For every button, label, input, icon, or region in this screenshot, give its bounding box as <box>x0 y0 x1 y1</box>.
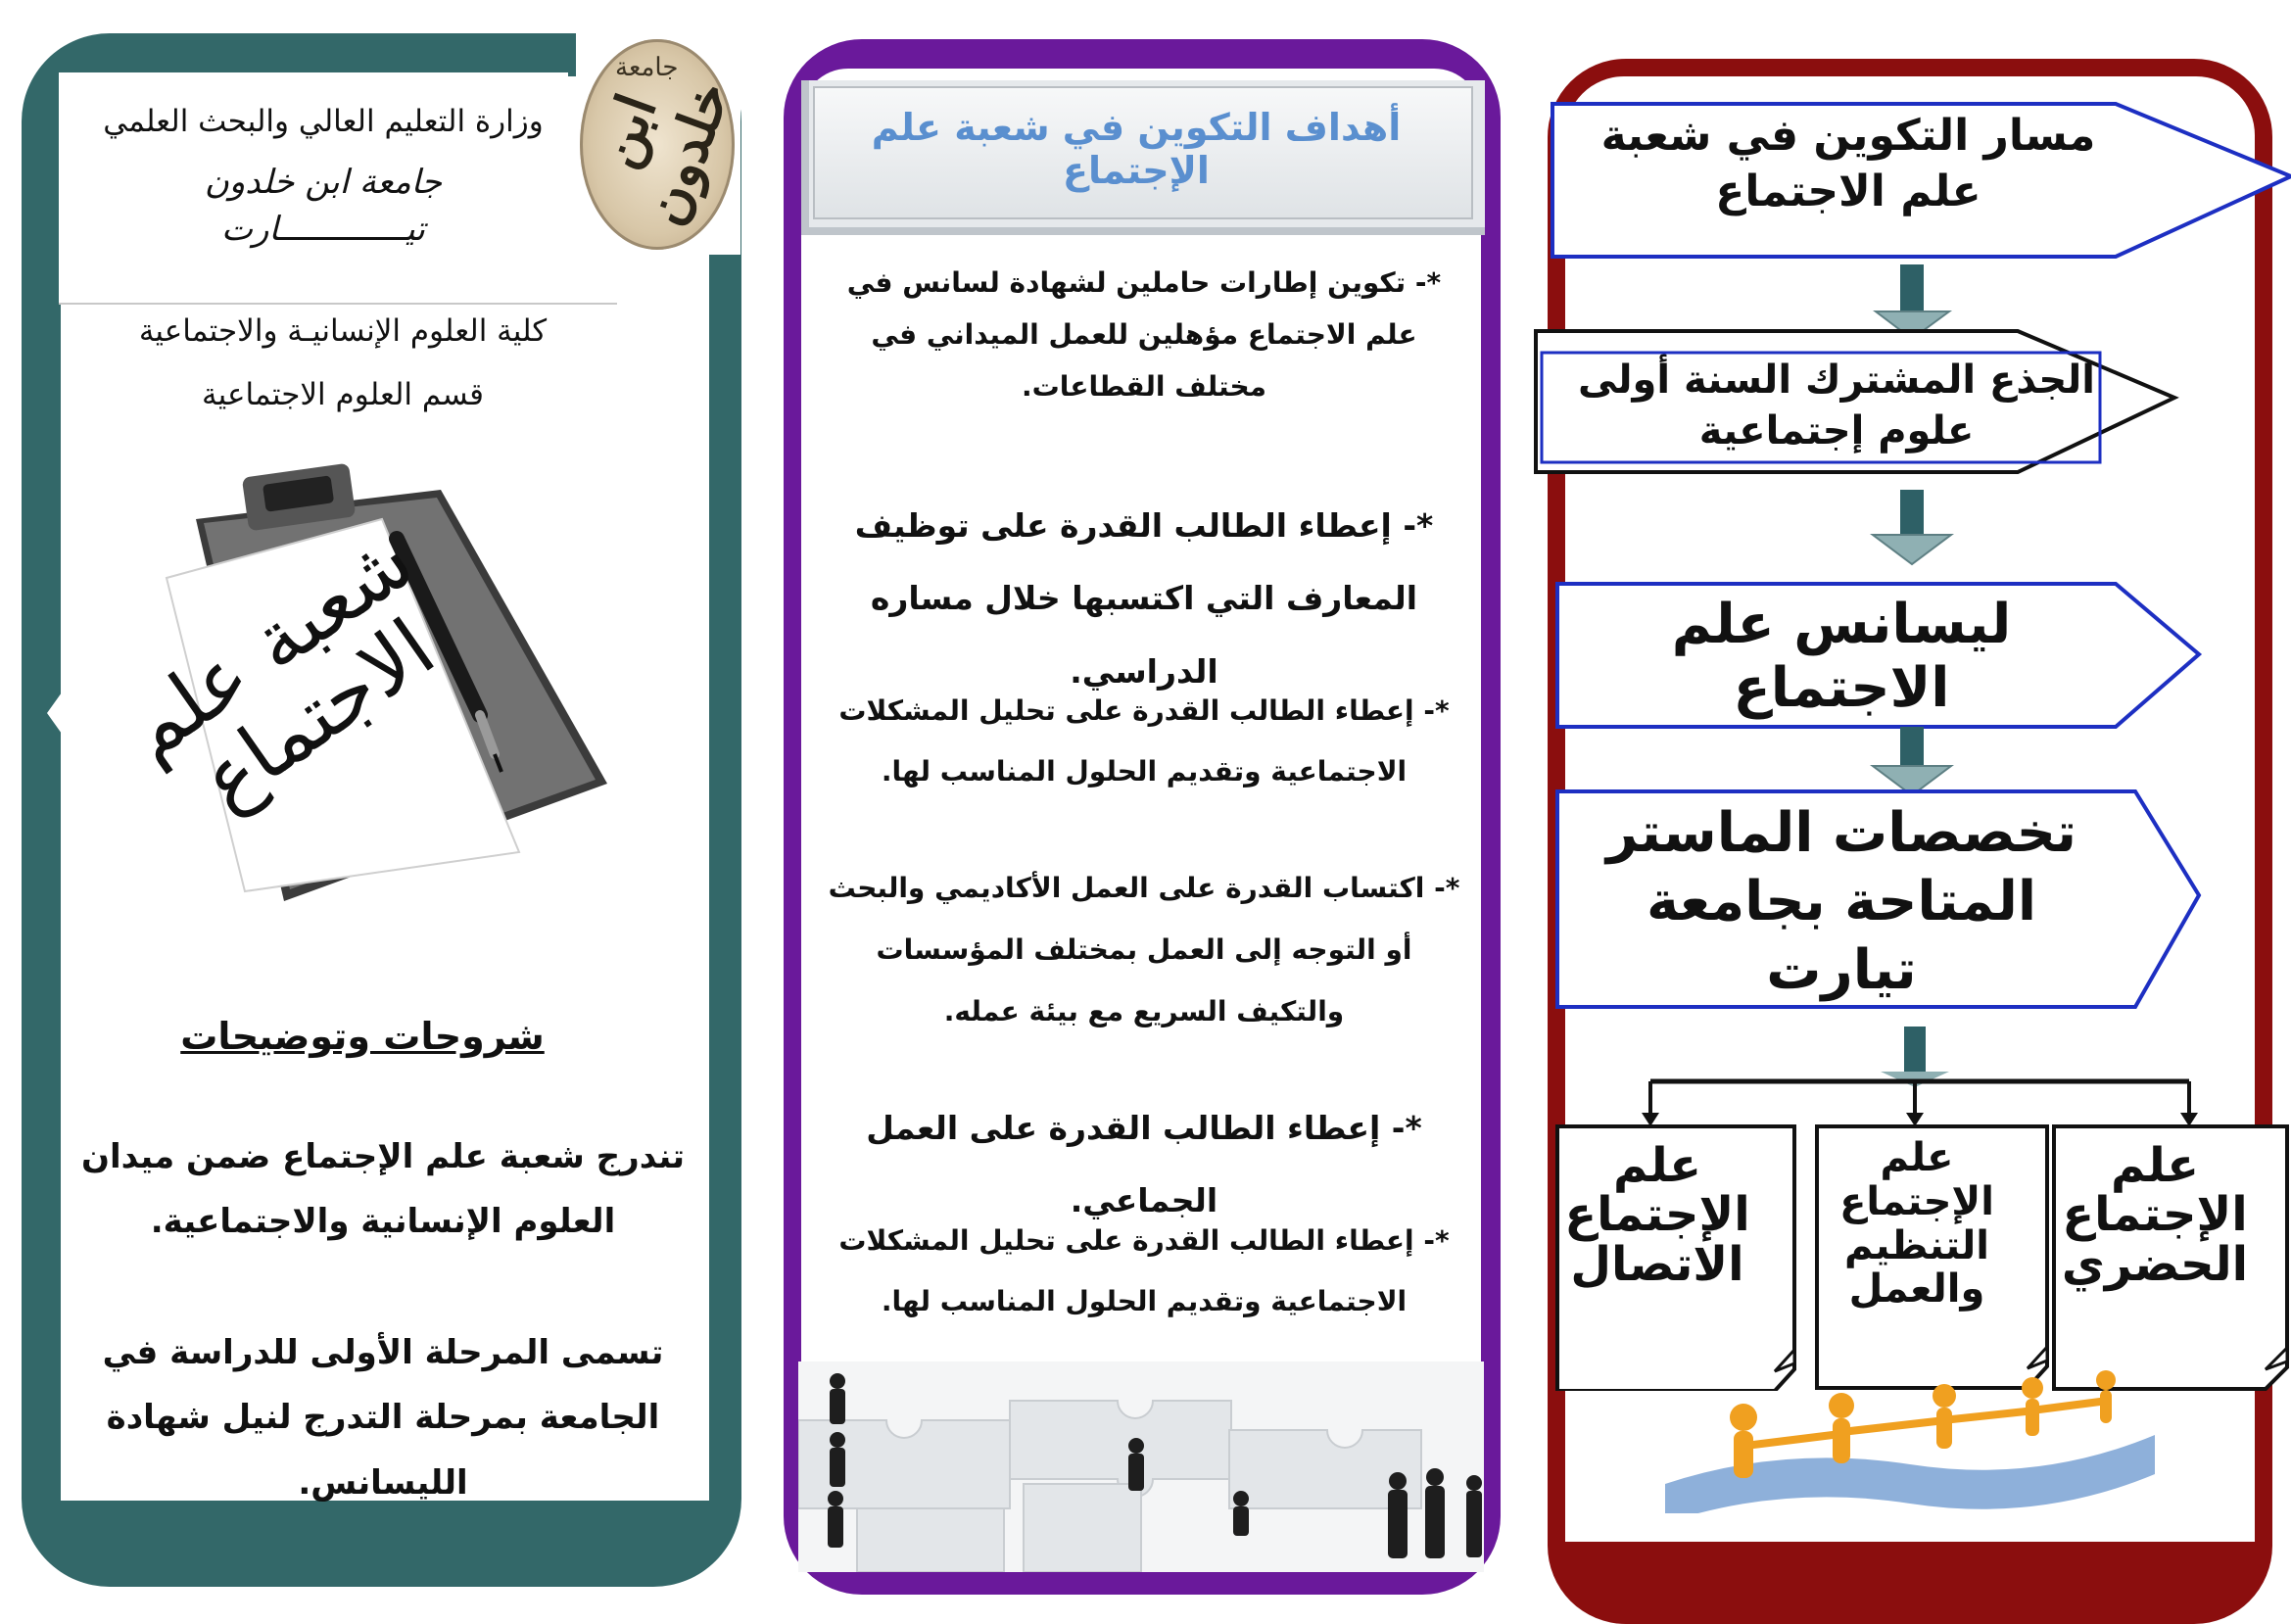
path-title: مسار التكوين في شعبة علم الاجتماع <box>1600 111 2096 217</box>
goal-item-3: *- إعطاء الطالب القدرة على تحليل المشكلات الاجتماعية وتقديم الحلول المناسب لها. <box>838 694 1450 788</box>
left-panel-notch <box>47 686 67 740</box>
goal-item-5: *- إعطاء الطالب القدرة على العمل الجماعي. <box>866 1109 1422 1220</box>
goal-item-2: *- إعطاء الطالب القدرة على توظيف المعارف التي اكتسبها خلال مساره الدراسي. <box>854 506 1434 691</box>
licence-label: ليسانس علم الاجتماع <box>1671 593 2012 720</box>
specialty-organization: علم الإجتماع التنظيم والعمل <box>1839 1135 1994 1313</box>
puzzle-teamwork-illustration <box>798 1361 1484 1572</box>
common-core-label: الجذع المشترك السنة أولى علوم إجتماعية <box>1578 358 2095 454</box>
specialty-urban: علم الإجتماع الحضري <box>2061 1138 2249 1292</box>
explanation-paragraph-1: تندرج شعبة علم الإجتماع ضمن ميدان العلوم الإنسانية والاجتماعية. <box>80 1137 686 1242</box>
specialty-communication: علم الإجتماع الاتصال <box>1564 1138 1750 1292</box>
seal-top-text: جامعة <box>615 53 679 82</box>
goal-item-6: *- إعطاء الطالب القدرة على تحليل المشكلات الاجتماعية وتقديم الحلول المناسب لها. <box>838 1224 1450 1317</box>
university-name: جامعة ابن خلدون <box>204 163 443 202</box>
goal-item-4: *- اكتساب القدرة على العمل الأكاديمي والبحث أو التوجه إلى العمل بمختلف المؤسسات والتكيف السريع مع بيئة عمله. <box>828 872 1460 1027</box>
ministry-name: وزارة التعليم العالي والبحث العلمي <box>103 104 544 139</box>
university-seal-logo <box>576 29 743 255</box>
header-divider <box>59 303 617 305</box>
faculty-name: كلية العلوم الإنسانيـة والاجتماعية <box>138 313 548 349</box>
department-title-sheet: شعبة علم الاجتماع <box>109 513 452 829</box>
seal-text: ابن خلدون <box>584 72 743 234</box>
city-name: تيـــــــــــــارت <box>220 210 425 249</box>
explanation-paragraph-2: تسمى المرحلة الأولى للدراسة في الجامعة بمرحلة التدرج لنيل شهادة الليسانس. <box>102 1333 664 1503</box>
goals-title: أهداف التكوين في شعبة علم الإجتماع <box>871 106 1402 192</box>
team-figures-illustration <box>1655 1366 2165 1513</box>
goal-item-1: *- تكوين إطارات حاملين لشهادة لسانس في علم الاجتماع مؤهلين للعمل الميداني في مختلف القطاعات. <box>846 266 1442 404</box>
department-name: قسم العلوم الاجتماعية <box>202 377 484 412</box>
master-specialties-label: تخصصات الماستر المتاحة بجامعة تيارت <box>1605 801 2077 1002</box>
explanations-heading: شروحات وتوضيحات <box>180 1015 545 1058</box>
